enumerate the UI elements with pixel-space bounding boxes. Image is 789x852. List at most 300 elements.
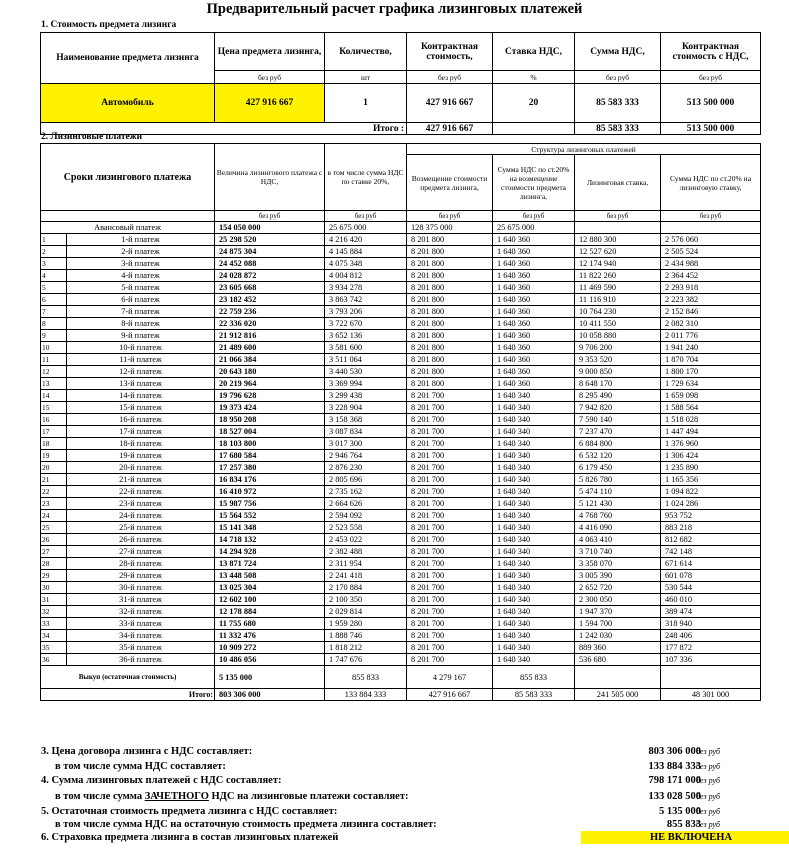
row-rate-vat: 389 474 — [661, 606, 761, 618]
t2-total-reimb-vat: 85 583 333 — [493, 689, 575, 701]
row-rate-vat: 2 082 310 — [661, 318, 761, 330]
t2-total-rate: 241 505 000 — [575, 689, 661, 701]
label-underlined: ЗАЧЕТНОГО — [144, 791, 209, 802]
row-rate-vat: 953 752 — [661, 510, 761, 522]
t2-total-amount: 803 306 000 — [215, 689, 325, 701]
row-reimb-vat: 1 640 360 — [493, 366, 575, 378]
col-qty: Количество, — [325, 33, 407, 71]
row-reimb-vat: 1 640 360 — [493, 234, 575, 246]
row-reimb-vat: 1 640 340 — [493, 486, 575, 498]
row-amount: 21 066 384 — [215, 354, 325, 366]
row-amount: 23 182 452 — [215, 294, 325, 306]
table-row — [41, 294, 761, 306]
row-reimb-vat: 1 640 340 — [493, 522, 575, 534]
row-vat: 3 581 600 — [325, 342, 407, 354]
row-vat: 2 594 092 — [325, 510, 407, 522]
row-reimb: 8 201 700 — [407, 498, 493, 510]
row-rate-vat: 1 941 240 — [661, 342, 761, 354]
table-row — [41, 510, 761, 522]
row-vat: 1 888 746 — [325, 630, 407, 642]
row-rate: 7 590 140 — [575, 414, 661, 426]
table-row — [41, 426, 761, 438]
row-vat: 4 004 812 — [325, 270, 407, 282]
row-rate-vat: 460 010 — [661, 594, 761, 606]
row-rate: 4 063 410 — [575, 534, 661, 546]
row-rate-vat: 2 505 524 — [661, 246, 761, 258]
t2-total-label: Итого: — [41, 689, 215, 701]
row-reimb: 8 201 800 — [407, 366, 493, 378]
row-amount: 24 028 872 — [215, 270, 325, 282]
row-reimb: 8 201 800 — [407, 378, 493, 390]
row-vat: 3 017 300 — [325, 438, 407, 450]
row-amount: 23 605 668 — [215, 282, 325, 294]
asset-cost-table — [40, 32, 761, 135]
row-amount: 21 912 816 — [215, 330, 325, 342]
row-amount: 22 759 236 — [215, 306, 325, 318]
row-amount: 10 909 272 — [215, 642, 325, 654]
row-term: 13-й платеж — [67, 378, 215, 390]
row-reimb: 8 201 700 — [407, 510, 493, 522]
table-row — [41, 474, 761, 486]
payments-table — [40, 143, 761, 701]
unit: без руб — [575, 71, 661, 84]
summary-row-3 — [41, 744, 761, 760]
table-row — [41, 438, 761, 450]
t1-total-contract-vat: 513 500 000 — [661, 123, 761, 135]
row-amount: 24 875 304 — [215, 246, 325, 258]
summary-value: 133 028 500 — [648, 791, 701, 802]
col-term: Сроки лизингового платежа — [41, 144, 215, 211]
row-reimb-vat: 1 640 340 — [493, 402, 575, 414]
table-row — [41, 246, 761, 258]
row-rate: 9 000 850 — [575, 366, 661, 378]
table-row — [41, 378, 761, 390]
table-row — [41, 618, 761, 630]
summary-value: 855 833 — [666, 819, 701, 830]
table-row — [41, 546, 761, 558]
row-amount: 19 373 424 — [215, 402, 325, 414]
row-reimb-vat: 1 640 340 — [493, 570, 575, 582]
summary-currency: без руб — [696, 776, 721, 785]
table-row — [41, 558, 761, 570]
row-rate-vat: 2 011 776 — [661, 330, 761, 342]
row-number: 33 — [41, 618, 67, 630]
row-vat: 3 369 994 — [325, 378, 407, 390]
row-reimb-vat: 1 640 360 — [493, 294, 575, 306]
row-rate: 3 358 070 — [575, 558, 661, 570]
row-reimb-vat: 1 640 360 — [493, 342, 575, 354]
row-reimb: 8 201 700 — [407, 426, 493, 438]
table-row — [41, 402, 761, 414]
advance-reimb: 128 375 000 — [407, 222, 493, 234]
row-rate-vat: 1 729 634 — [661, 378, 761, 390]
row-number: 1 — [41, 234, 67, 246]
row-amount: 12 178 884 — [215, 606, 325, 618]
row-term: 19-й платеж — [67, 450, 215, 462]
table-row — [41, 642, 761, 654]
row-term: 6-й платеж — [67, 294, 215, 306]
row-rate-vat: 1 518 028 — [661, 414, 761, 426]
table-row — [41, 594, 761, 606]
row-number: 4 — [41, 270, 67, 282]
row-reimb-vat: 1 640 340 — [493, 462, 575, 474]
row-amount: 20 643 180 — [215, 366, 325, 378]
row-term: 8-й платеж — [67, 318, 215, 330]
row-reimb-vat: 1 640 340 — [493, 558, 575, 570]
row-reimb-vat: 1 640 360 — [493, 306, 575, 318]
summary-currency: без руб — [696, 747, 721, 756]
row-rate-vat: 248 406 — [661, 630, 761, 642]
row-reimb-vat: 1 640 360 — [493, 270, 575, 282]
table-row — [41, 306, 761, 318]
row-reimb-vat: 1 640 360 — [493, 282, 575, 294]
asset-contract: 427 916 667 — [407, 84, 493, 123]
unit: без руб — [325, 211, 407, 222]
table-row — [41, 258, 761, 270]
row-vat: 2 664 626 — [325, 498, 407, 510]
table-row — [41, 414, 761, 426]
row-term: 9-й платеж — [67, 330, 215, 342]
row-reimb-vat: 1 640 340 — [493, 534, 575, 546]
row-number: 28 — [41, 558, 67, 570]
row-reimb: 8 201 800 — [407, 330, 493, 342]
row-number: 27 — [41, 546, 67, 558]
row-number: 21 — [41, 474, 67, 486]
row-vat: 2 382 488 — [325, 546, 407, 558]
row-rate-vat: 1 094 822 — [661, 486, 761, 498]
table-row — [41, 534, 761, 546]
structure-header: Структура лизинговых платежей — [407, 144, 761, 155]
row-reimb-vat: 1 640 340 — [493, 654, 575, 666]
row-rate-vat: 1 235 890 — [661, 462, 761, 474]
row-number: 31 — [41, 594, 67, 606]
row-reimb: 8 201 700 — [407, 618, 493, 630]
t1-total-contract: 427 916 667 — [407, 123, 493, 135]
row-number: 13 — [41, 378, 67, 390]
table-row — [41, 234, 761, 246]
row-rate-vat: 742 148 — [661, 546, 761, 558]
row-term: 15-й платеж — [67, 402, 215, 414]
row-rate-vat: 883 218 — [661, 522, 761, 534]
row-number: 3 — [41, 258, 67, 270]
row-number: 8 — [41, 318, 67, 330]
row-term: 32-й платеж — [67, 606, 215, 618]
row-rate: 10 764 230 — [575, 306, 661, 318]
row-amount: 15 987 756 — [215, 498, 325, 510]
row-reimb: 8 201 700 — [407, 654, 493, 666]
row-reimb: 8 201 700 — [407, 570, 493, 582]
row-vat: 2 241 418 — [325, 570, 407, 582]
t1-total-vat: 85 583 333 — [575, 123, 661, 135]
row-rate-vat: 177 872 — [661, 642, 761, 654]
row-rate: 2 652 720 — [575, 582, 661, 594]
row-rate-vat: 2 152 846 — [661, 306, 761, 318]
row-amount: 18 950 208 — [215, 414, 325, 426]
row-term: 7-й платеж — [67, 306, 215, 318]
empty-cell — [661, 222, 761, 234]
table-row — [41, 570, 761, 582]
row-reimb: 8 201 700 — [407, 582, 493, 594]
row-term: 20-й платеж — [67, 462, 215, 474]
row-reimb-vat: 1 640 340 — [493, 618, 575, 630]
row-term: 33-й платеж — [67, 618, 215, 630]
row-reimb: 8 201 700 — [407, 462, 493, 474]
row-term: 23-й платеж — [67, 498, 215, 510]
advance-vat: 25 675 000 — [325, 222, 407, 234]
row-rate-vat: 2 293 918 — [661, 282, 761, 294]
unit: % — [493, 71, 575, 84]
row-amount: 22 336 020 — [215, 318, 325, 330]
col-reimb: Возмещение стоимости предмета лизинга, — [407, 155, 493, 211]
row-term: 5-й платеж — [67, 282, 215, 294]
row-rate-vat: 107 336 — [661, 654, 761, 666]
row-vat: 2 523 558 — [325, 522, 407, 534]
summary-label: 6. Страховка предмета лизинга в состав лизинговых платежей — [41, 832, 339, 843]
row-reimb-vat: 1 640 360 — [493, 354, 575, 366]
row-number: 20 — [41, 462, 67, 474]
row-rate: 12 880 300 — [575, 234, 661, 246]
advance-reimb-vat: 25 675 000 — [493, 222, 575, 234]
table-row — [41, 450, 761, 462]
row-amount: 15 564 552 — [215, 510, 325, 522]
row-number: 17 — [41, 426, 67, 438]
row-reimb-vat: 1 640 340 — [493, 510, 575, 522]
row-reimb-vat: 1 640 340 — [493, 474, 575, 486]
row-term: 2-й платеж — [67, 246, 215, 258]
row-number: 7 — [41, 306, 67, 318]
table-row — [41, 330, 761, 342]
buyout-vat: 855 833 — [325, 666, 407, 689]
unit: без руб — [575, 211, 661, 222]
row-rate-vat: 2 434 988 — [661, 258, 761, 270]
row-amount: 12 602 100 — [215, 594, 325, 606]
summary-label: 4. Сумма лизинговых платежей с НДС составляет: — [41, 775, 282, 786]
row-vat: 2 876 230 — [325, 462, 407, 474]
row-number: 26 — [41, 534, 67, 546]
row-number: 16 — [41, 414, 67, 426]
row-reimb-vat: 1 640 340 — [493, 606, 575, 618]
row-rate: 1 947 370 — [575, 606, 661, 618]
row-number: 11 — [41, 354, 67, 366]
insurance-status: НЕ ВКЛЮЧЕНА — [581, 831, 789, 844]
row-reimb-vat: 1 640 340 — [493, 582, 575, 594]
summary-label: в том числе сумма НДС составляет: — [55, 761, 226, 772]
row-number: 19 — [41, 450, 67, 462]
summary-value: 5 135 000 — [659, 806, 701, 817]
row-reimb: 8 201 800 — [407, 282, 493, 294]
row-amount: 25 298 520 — [215, 234, 325, 246]
row-amount: 14 294 928 — [215, 546, 325, 558]
row-vat: 3 440 530 — [325, 366, 407, 378]
row-reimb-vat: 1 640 340 — [493, 426, 575, 438]
table-row — [41, 606, 761, 618]
row-rate: 12 174 940 — [575, 258, 661, 270]
col-reimb-vat: Сумма НДС по ст.20% на возмещение стоимости предмета лизинга, — [493, 155, 575, 211]
summary-row-4 — [41, 773, 761, 789]
row-amount: 11 332 476 — [215, 630, 325, 642]
row-rate: 11 116 910 — [575, 294, 661, 306]
row-amount: 15 141 348 — [215, 522, 325, 534]
unit: без руб — [215, 71, 325, 84]
row-rate: 5 474 110 — [575, 486, 661, 498]
row-amount: 16 410 972 — [215, 486, 325, 498]
summary-row-6 — [41, 831, 761, 844]
row-amount: 17 257 380 — [215, 462, 325, 474]
row-rate: 12 527 620 — [575, 246, 661, 258]
row-vat: 3 299 438 — [325, 390, 407, 402]
row-number: 15 — [41, 402, 67, 414]
row-vat: 2 453 022 — [325, 534, 407, 546]
row-vat: 4 145 884 — [325, 246, 407, 258]
summary-label: 5. Остаточная стоимость предмета лизинга с НДС составляет: — [41, 806, 338, 817]
row-rate: 1 242 030 — [575, 630, 661, 642]
section-1-title: 1. Стоимость предмета лизинга — [41, 20, 177, 30]
row-reimb: 8 201 700 — [407, 642, 493, 654]
row-reimb: 8 201 700 — [407, 546, 493, 558]
row-rate-vat: 1 165 356 — [661, 474, 761, 486]
col-vat: в том числе сумма НДС по ставке 20%, — [325, 144, 407, 211]
buyout-amount: 5 135 000 — [215, 666, 325, 689]
asset-vat-rate: 20 — [493, 84, 575, 123]
row-term: 28-й платеж — [67, 558, 215, 570]
row-amount: 13 871 724 — [215, 558, 325, 570]
summary-currency: без руб — [696, 762, 721, 771]
empty-cell — [41, 211, 215, 222]
unit: без руб — [493, 211, 575, 222]
row-rate-vat: 1 870 704 — [661, 354, 761, 366]
summary-label: 3. Цена договора лизинга с НДС составляет: — [41, 746, 253, 757]
row-rate-vat: 1 376 960 — [661, 438, 761, 450]
row-reimb: 8 201 800 — [407, 294, 493, 306]
table-row — [41, 582, 761, 594]
row-rate-vat: 530 544 — [661, 582, 761, 594]
row-number: 24 — [41, 510, 67, 522]
advance-row — [41, 222, 761, 234]
row-rate: 11 822 260 — [575, 270, 661, 282]
row-reimb: 8 201 700 — [407, 450, 493, 462]
row-term: 21-й платеж — [67, 474, 215, 486]
col-rate: Лизинговая ставка, — [575, 155, 661, 211]
row-term: 17-й платеж — [67, 426, 215, 438]
row-number: 34 — [41, 630, 67, 642]
t2-total-vat: 133 884 333 — [325, 689, 407, 701]
row-amount: 19 796 628 — [215, 390, 325, 402]
label-part: НДС на лизинговые платежи составляет: — [208, 791, 409, 802]
row-number: 32 — [41, 606, 67, 618]
row-term: 26-й платеж — [67, 534, 215, 546]
asset-name: Автомобиль — [41, 84, 215, 123]
row-term: 14-й платеж — [67, 390, 215, 402]
row-term: 16-й платеж — [67, 414, 215, 426]
unit: без руб — [661, 71, 761, 84]
unit: без руб — [407, 211, 493, 222]
col-amount: Величина лизингового платежа с НДС, — [215, 144, 325, 211]
row-rate: 1 594 700 — [575, 618, 661, 630]
asset-vat-sum: 85 583 333 — [575, 84, 661, 123]
row-rate-vat: 812 682 — [661, 534, 761, 546]
row-number: 18 — [41, 438, 67, 450]
row-term: 3-й платеж — [67, 258, 215, 270]
row-vat: 1 818 212 — [325, 642, 407, 654]
row-term: 22-й платеж — [67, 486, 215, 498]
empty-cell — [575, 666, 661, 689]
table-row — [41, 498, 761, 510]
summary-row-5a — [41, 818, 761, 831]
row-rate: 2 300 050 — [575, 594, 661, 606]
row-reimb-vat: 1 640 340 — [493, 450, 575, 462]
table-row — [41, 390, 761, 402]
empty-cell — [575, 222, 661, 234]
table-row — [41, 486, 761, 498]
row-number: 9 — [41, 330, 67, 342]
unit: шт — [325, 71, 407, 84]
buyout-reimb: 4 279 167 — [407, 666, 493, 689]
row-reimb: 8 201 700 — [407, 558, 493, 570]
row-term: 1-й платеж — [67, 234, 215, 246]
row-term: 36-й платеж — [67, 654, 215, 666]
row-reimb: 8 201 700 — [407, 606, 493, 618]
table-row — [41, 522, 761, 534]
row-rate: 5 826 780 — [575, 474, 661, 486]
asset-contract-vat: 513 500 000 — [661, 84, 761, 123]
row-number: 35 — [41, 642, 67, 654]
row-reimb-vat: 1 640 360 — [493, 330, 575, 342]
row-vat: 3 652 136 — [325, 330, 407, 342]
table-row — [41, 342, 761, 354]
table-row — [41, 354, 761, 366]
row-rate: 9 353 520 — [575, 354, 661, 366]
buyout-reimb-vat: 855 833 — [493, 666, 575, 689]
table-row — [41, 630, 761, 642]
empty-cell — [661, 666, 761, 689]
row-rate: 4 416 090 — [575, 522, 661, 534]
summary-currency: без руб — [696, 807, 721, 816]
row-reimb: 8 201 700 — [407, 402, 493, 414]
row-reimb-vat: 1 640 340 — [493, 630, 575, 642]
row-rate: 3 710 740 — [575, 546, 661, 558]
row-reimb: 8 201 700 — [407, 534, 493, 546]
row-term: 34-й платеж — [67, 630, 215, 642]
row-reimb-vat: 1 640 340 — [493, 546, 575, 558]
row-vat: 3 158 368 — [325, 414, 407, 426]
row-term: 30-й платеж — [67, 582, 215, 594]
row-term: 18-й платеж — [67, 438, 215, 450]
col-asset-name: Наименование предмета лизинга — [41, 33, 215, 84]
row-vat: 2 170 884 — [325, 582, 407, 594]
row-reimb: 8 201 800 — [407, 246, 493, 258]
row-number: 14 — [41, 390, 67, 402]
row-amount: 13 448 508 — [215, 570, 325, 582]
row-reimb: 8 201 700 — [407, 630, 493, 642]
col-vat-sum: Сумма НДС, — [575, 33, 661, 71]
row-rate-vat: 1 306 424 — [661, 450, 761, 462]
row-rate: 3 005 390 — [575, 570, 661, 582]
row-vat: 3 511 064 — [325, 354, 407, 366]
row-number: 5 — [41, 282, 67, 294]
empty-cell — [493, 123, 575, 135]
label-part: в том числе сумма — [55, 791, 145, 802]
row-reimb-vat: 1 640 360 — [493, 246, 575, 258]
row-reimb: 8 201 800 — [407, 234, 493, 246]
col-contract-vat: Контрактная стоимость с НДС, — [661, 33, 761, 71]
row-term: 27-й платеж — [67, 546, 215, 558]
col-price: Цена предмета лизинга, — [215, 33, 325, 71]
summary-row-3a — [41, 760, 761, 773]
table-row — [41, 366, 761, 378]
row-rate-vat: 1 024 286 — [661, 498, 761, 510]
row-rate-vat: 318 940 — [661, 618, 761, 630]
row-rate: 6 884 800 — [575, 438, 661, 450]
